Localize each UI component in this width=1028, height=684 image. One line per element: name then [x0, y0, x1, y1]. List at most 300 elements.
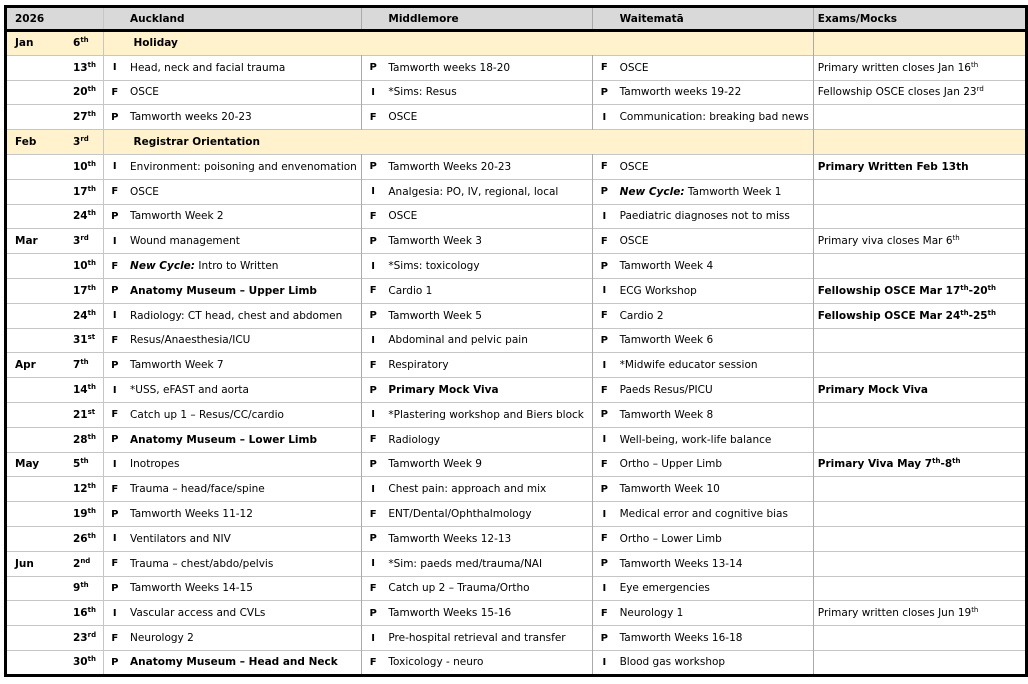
superscript: th — [87, 531, 96, 540]
auckland-cycle-label: New Cycle: — [130, 260, 196, 273]
week-row — [6, 204, 1027, 229]
waitemata-session-text: Communication: breaking bad news — [619, 111, 809, 124]
middlemore-session-text: *Plastering workshop and Biers block — [388, 408, 584, 421]
auckland-session-text: Vascular access and CVLs — [130, 607, 266, 620]
auckland-session — [126, 427, 361, 452]
middlemore-session-text: Cardio 1 — [388, 284, 433, 297]
day-number: 2 — [73, 557, 81, 570]
auckland-session-text: Anatomy Museum – Head and Neck — [130, 656, 338, 669]
superscript: th — [87, 85, 96, 94]
waitemata-session-text: Tamworth Week 6 — [619, 334, 714, 347]
exam-cell — [813, 154, 1026, 179]
superscript: th — [87, 507, 96, 516]
middlemore-session — [384, 179, 592, 204]
year-header: 2026 — [6, 7, 104, 31]
middlemore-session-text: Primary Mock Viva — [388, 384, 499, 397]
waitemata-session — [616, 353, 814, 378]
waitemata-type-code: F — [593, 601, 616, 626]
month-label: Jun — [15, 557, 34, 570]
superscript: th — [987, 308, 996, 317]
middlemore-session-text: Tamworth Week 5 — [388, 309, 482, 322]
waitemata-session — [616, 80, 814, 105]
month-cell — [6, 353, 104, 378]
exam-cell — [813, 55, 1026, 80]
middlemore-session — [384, 551, 592, 576]
auckland-session — [126, 526, 361, 551]
month-label: Mar — [15, 235, 38, 248]
auckland-session — [126, 278, 361, 303]
month-cell — [6, 551, 104, 576]
superscript: rd — [80, 135, 89, 144]
middlemore-header: Middlemore — [384, 7, 592, 31]
middlemore-session-text: *Sims: Resus — [388, 86, 457, 99]
waitemata-type-code: I — [593, 204, 616, 229]
month-cell — [6, 105, 104, 130]
auckland-session — [126, 154, 361, 179]
day-number: 7 — [73, 359, 81, 372]
week-row — [6, 278, 1027, 303]
middlemore-session-text: Pre-hospital retrieval and transfer — [388, 632, 566, 645]
auckland-session — [126, 303, 361, 328]
middlemore-session-text: Tamworth Week 9 — [388, 458, 482, 471]
auckland-type-code: P — [103, 278, 126, 303]
auckland-session — [126, 502, 361, 527]
month-cell — [6, 601, 104, 626]
superscript: th — [87, 383, 96, 392]
waitemata-header: Waitematā — [616, 7, 814, 31]
superscript: th — [87, 308, 96, 317]
waitemata-session-text: Blood gas workshop — [619, 656, 726, 669]
waitemata-session-text: Cardio 2 — [619, 309, 664, 322]
middlemore-type-code: F — [361, 105, 384, 130]
middlemore-session — [384, 650, 592, 675]
month-cell — [6, 31, 104, 56]
superscript: th — [87, 482, 96, 491]
middlemore-type-code: I — [361, 626, 384, 651]
middlemore-session — [384, 477, 592, 502]
middlemore-session-text: Tamworth weeks 18-20 — [388, 61, 511, 74]
middlemore-session-text: Respiratory — [388, 359, 449, 372]
waitemata-session-text: OSCE — [619, 160, 649, 173]
middlemore-session — [384, 154, 592, 179]
waitemata-session-text: *Midwife educator session — [619, 359, 758, 372]
waitemata-type-code: F — [593, 229, 616, 254]
month-cell — [6, 278, 104, 303]
waitemata-session-text: OSCE — [619, 61, 649, 74]
waitemata-session-text: Tamworth Weeks 16-18 — [619, 632, 743, 645]
week-row — [6, 353, 1027, 378]
waitemata-session — [616, 551, 814, 576]
waitemata-type-code: I — [593, 576, 616, 601]
waitemata-type-code: F — [593, 452, 616, 477]
waitemata-type-code: I — [593, 105, 616, 130]
middlemore-type-code: I — [361, 179, 384, 204]
month-cell — [6, 427, 104, 452]
exam-cell — [813, 626, 1026, 651]
auckland-header: Auckland — [126, 7, 361, 31]
middlemore-session — [384, 402, 592, 427]
auckland-session-text: Trauma – head/face/spine — [130, 483, 265, 496]
month-cell — [6, 130, 104, 155]
auckland-session-text: Catch up 1 – Resus/CC/cardio — [130, 408, 284, 421]
auckland-type-code: P — [103, 502, 126, 527]
exam-cell — [813, 650, 1026, 675]
auckland-type-code: P — [103, 353, 126, 378]
waitemata-session-text: Tamworth Week 4 — [619, 260, 714, 273]
superscript: th — [87, 432, 96, 441]
waitemata-session — [616, 477, 814, 502]
superscript: th — [80, 358, 89, 367]
middlemore-session — [384, 576, 592, 601]
auckland-type-code: F — [103, 477, 126, 502]
superscript: th — [87, 606, 96, 615]
middlemore-type-code: P — [361, 452, 384, 477]
waitemata-session — [616, 254, 814, 279]
waitemata-type-code: P — [593, 254, 616, 279]
auckland-session-text: Tamworth weeks 20-23 — [130, 111, 252, 124]
month-label: Feb — [15, 136, 37, 149]
exam-cell — [813, 278, 1026, 303]
auckland-session-text: Tamworth Weeks 11-12 — [130, 508, 253, 521]
waitemata-session — [616, 55, 814, 80]
auckland-type-code: I — [103, 526, 126, 551]
week-row — [6, 328, 1027, 353]
week-row — [6, 502, 1027, 527]
holiday-row — [6, 31, 1027, 56]
waitemata-session — [616, 576, 814, 601]
week-row — [6, 452, 1027, 477]
week-row — [6, 179, 1027, 204]
month-cell — [6, 303, 104, 328]
auckland-type-code: I — [103, 601, 126, 626]
week-row — [6, 477, 1027, 502]
day-number: 20 — [73, 86, 88, 99]
auckland-type-code: F — [103, 328, 126, 353]
exam-cell — [813, 601, 1026, 626]
day-number: 28 — [73, 433, 88, 446]
superscript: nd — [80, 556, 91, 565]
auckland-session-text: Neurology 2 — [130, 632, 194, 645]
waitemata-session — [616, 328, 814, 353]
middlemore-session — [384, 502, 592, 527]
exam-cell — [813, 353, 1026, 378]
waitemata-type-code: I — [593, 650, 616, 675]
waitemata-session-text: Well-being, work-life balance — [619, 433, 772, 446]
middlemore-session-text: Abdominal and pelvic pain — [388, 334, 528, 347]
middlemore-type-code: F — [361, 204, 384, 229]
waitemata-session-text: ECG Workshop — [619, 284, 697, 297]
middlemore-session-text: Catch up 2 – Trauma/Ortho — [388, 582, 530, 595]
day-number: 27 — [73, 111, 88, 124]
month-cell — [6, 179, 104, 204]
auckland-type-code: F — [103, 551, 126, 576]
waitemata-session-text: Tamworth Week 8 — [619, 408, 714, 421]
exam-cell — [813, 130, 1026, 155]
day-number: 19 — [73, 508, 88, 521]
middlemore-type-code: I — [361, 477, 384, 502]
auckland-type-code: I — [103, 154, 126, 179]
auckland-session-text: Head, neck and facial trauma — [130, 61, 286, 74]
auckland-session — [126, 105, 361, 130]
middlemore-type-code: P — [361, 154, 384, 179]
middlemore-type-code: F — [361, 278, 384, 303]
exam-cell — [813, 328, 1026, 353]
auckland-session-text: Anatomy Museum – Upper Limb — [130, 284, 317, 297]
month-cell — [6, 502, 104, 527]
day-number: 24 — [73, 309, 88, 322]
month-cell — [6, 229, 104, 254]
waitemata-session — [616, 154, 814, 179]
month-cell — [6, 452, 104, 477]
auckland-type-code: P — [103, 576, 126, 601]
superscript: th — [952, 457, 961, 466]
middlemore-type-code: P — [361, 526, 384, 551]
waitemata-session-text: Medical error and cognitive bias — [619, 508, 788, 521]
auckland-session — [126, 328, 361, 353]
middlemore-session-text: ENT/Dental/Ophthalmology — [388, 508, 532, 521]
waitemata-type-code: I — [593, 502, 616, 527]
middlemore-session — [384, 105, 592, 130]
day-number: 16 — [73, 607, 88, 620]
day-number: 3 — [73, 136, 81, 149]
month-cell — [6, 526, 104, 551]
middlemore-session — [384, 328, 592, 353]
waitemata-session — [616, 526, 814, 551]
middlemore-session — [384, 626, 592, 651]
waitemata-session — [616, 601, 814, 626]
exam-cell — [813, 378, 1026, 403]
exam-cell — [813, 229, 1026, 254]
waitemata-type-code: P — [593, 328, 616, 353]
middlemore-type-code: P — [361, 303, 384, 328]
auckland-session — [126, 80, 361, 105]
auckland-session-text: OSCE — [130, 185, 159, 198]
middlemore-session — [384, 254, 592, 279]
exam-cell — [813, 80, 1026, 105]
week-row — [6, 427, 1027, 452]
auckland-session-text: Tamworth Week 2 — [130, 210, 224, 223]
middlemore-type-code: I — [361, 328, 384, 353]
middlemore-session-text: *Sim: paeds med/trauma/NAI — [388, 557, 543, 570]
day-number: 13 — [73, 61, 88, 74]
middlemore-session — [384, 55, 592, 80]
middlemore-session — [384, 427, 592, 452]
week-row — [6, 303, 1027, 328]
middlemore-session — [384, 452, 592, 477]
middlemore-session — [384, 204, 592, 229]
auckland-type-code: P — [103, 105, 126, 130]
waitemata-cycle-label: New Cycle: — [619, 185, 685, 198]
auckland-session — [126, 229, 361, 254]
exam-text: Fellowship OSCE closes Jan 23rd — [817, 85, 984, 99]
week-row — [6, 229, 1027, 254]
exam-text: Fellowship OSCE Mar 24th-25th — [817, 308, 996, 322]
day-number: 5 — [73, 458, 81, 471]
middlemore-session — [384, 303, 592, 328]
waitemata-session — [616, 452, 814, 477]
auckland-session — [126, 254, 361, 279]
month-label: Jan — [15, 37, 34, 50]
superscript: th — [87, 110, 96, 119]
day-number: 10 — [73, 260, 88, 273]
middlemore-session-text: *Sims: toxicology — [388, 260, 480, 273]
waitemata-type-code: F — [593, 154, 616, 179]
superscript: th — [960, 283, 969, 292]
superscript: rd — [87, 631, 97, 640]
waitemata-session-text: Ortho – Lower Limb — [619, 532, 722, 545]
exam-cell — [813, 402, 1026, 427]
month-cell — [6, 378, 104, 403]
day-number: 21 — [73, 408, 88, 421]
middlemore-session-text: Radiology — [388, 433, 441, 446]
month-cell — [6, 154, 104, 179]
middlemore-type-code: P — [361, 229, 384, 254]
day-number: 12 — [73, 483, 88, 496]
middlemore-type-code: I — [361, 254, 384, 279]
day-number: 3 — [73, 235, 81, 248]
waitemata-session-text: Tamworth Weeks 13-14 — [619, 557, 743, 570]
week-row — [6, 254, 1027, 279]
middlemore-session — [384, 526, 592, 551]
auckland-session-text: Inotropes — [130, 458, 180, 471]
auckland-session-text: Wound management — [130, 235, 240, 248]
waitemata-session — [616, 179, 814, 204]
waitemata-type-code: I — [593, 353, 616, 378]
auckland-session — [126, 204, 361, 229]
day-number: 10 — [73, 160, 88, 173]
week-row — [6, 551, 1027, 576]
waitemata-session — [616, 502, 814, 527]
middlemore-session-text: Tamworth Weeks 20-23 — [388, 160, 512, 173]
superscript: th — [80, 36, 89, 45]
superscript: st — [87, 333, 96, 342]
day-number: 23 — [73, 632, 88, 645]
superscript: th — [960, 308, 969, 317]
superscript: th — [87, 60, 96, 69]
auckland-session — [126, 626, 361, 651]
auckland-session — [126, 353, 361, 378]
superscript: th — [87, 283, 96, 292]
waitemata-type-code: P — [593, 179, 616, 204]
middlemore-session-text: Analgesia: PO, IV, regional, local — [388, 185, 559, 198]
day-number: 14 — [73, 384, 88, 397]
waitemata-type-code: F — [593, 378, 616, 403]
exam-text: Primary viva closes Mar 6th — [817, 234, 960, 248]
auckland-session — [126, 477, 361, 502]
auckland-type-code: P — [103, 204, 126, 229]
waitemata-type-code: P — [593, 402, 616, 427]
day-number: 17 — [73, 185, 88, 198]
middlemore-type-code: F — [361, 353, 384, 378]
superscript: th — [80, 457, 89, 466]
auckland-session-text: Ventilators and NIV — [130, 532, 231, 545]
middlemore-session-text: Chest pain: approach and mix — [388, 483, 547, 496]
waitemata-type-code: F — [593, 55, 616, 80]
waitemata-type-code: P — [593, 626, 616, 651]
superscript: th — [971, 606, 979, 615]
exam-cell — [813, 303, 1026, 328]
middlemore-type-code: F — [361, 427, 384, 452]
day-number: 24 — [73, 210, 88, 223]
auckland-type-code: I — [103, 452, 126, 477]
waitemata-type-code: P — [593, 80, 616, 105]
waitemata-session-text: Neurology 1 — [619, 607, 684, 620]
day-number: 31 — [73, 334, 88, 347]
week-row — [6, 105, 1027, 130]
month-label: Apr — [15, 359, 36, 372]
middlemore-session-text: Tamworth Week 3 — [388, 235, 482, 248]
auckland-session — [126, 179, 361, 204]
auckland-session-text: Tamworth Weeks 14-15 — [130, 582, 253, 595]
auckland-type-code: F — [103, 254, 126, 279]
waitemata-session-text: Ortho – Upper Limb — [619, 458, 723, 471]
week-row — [6, 378, 1027, 403]
waitemata-session — [616, 278, 814, 303]
exam-text: Primary Mock Viva — [817, 384, 928, 397]
exam-cell — [813, 502, 1026, 527]
middlemore-session — [384, 378, 592, 403]
superscript: th — [87, 159, 96, 168]
teaching-schedule-table — [4, 5, 1028, 677]
auckland-session — [126, 452, 361, 477]
exam-cell — [813, 179, 1026, 204]
auckland-session — [126, 378, 361, 403]
auckland-session-text: Environment: poisoning and envenomation — [130, 160, 357, 173]
middlemore-session — [384, 278, 592, 303]
waitemata-session — [616, 204, 814, 229]
superscript: th — [87, 209, 96, 218]
day-number: 17 — [73, 284, 88, 297]
month-cell — [6, 477, 104, 502]
auckland-type-code: F — [103, 80, 126, 105]
waitemata-session — [616, 378, 814, 403]
auckland-session-text: Intro to Written — [195, 260, 279, 273]
auckland-session-text: Trauma – chest/abdo/pelvis — [130, 557, 274, 570]
auckland-session — [126, 402, 361, 427]
waitemata-type-code: P — [593, 477, 616, 502]
auckland-type-code: F — [103, 626, 126, 651]
auckland-type-code: P — [103, 650, 126, 675]
superscript: th — [87, 184, 96, 193]
exam-cell — [813, 551, 1026, 576]
superscript: st — [87, 407, 96, 416]
week-row — [6, 650, 1027, 675]
middlemore-type-code: P — [361, 55, 384, 80]
auckland-session — [126, 601, 361, 626]
holiday-label: Holiday — [103, 31, 813, 56]
superscript: th — [932, 457, 941, 466]
exam-cell — [813, 452, 1026, 477]
week-row — [6, 601, 1027, 626]
auckland-session — [126, 576, 361, 601]
waitemata-session-text: Tamworth Week 10 — [619, 483, 720, 496]
exam-cell — [813, 254, 1026, 279]
auckland-type-code: F — [103, 402, 126, 427]
waitemata-session — [616, 229, 814, 254]
week-row — [6, 402, 1027, 427]
superscript: th — [87, 259, 96, 268]
auckland-session — [126, 551, 361, 576]
auckland-type-code: I — [103, 378, 126, 403]
auckland-session — [126, 55, 361, 80]
superscript: th — [80, 581, 89, 590]
middlemore-session-text: Toxicology - neuro — [388, 656, 484, 669]
auckland-type-code: I — [103, 55, 126, 80]
superscript: th — [952, 234, 960, 243]
middlemore-type-code: I — [361, 551, 384, 576]
week-row — [6, 576, 1027, 601]
exam-text: Primary written closes Jan 16th — [817, 60, 979, 74]
